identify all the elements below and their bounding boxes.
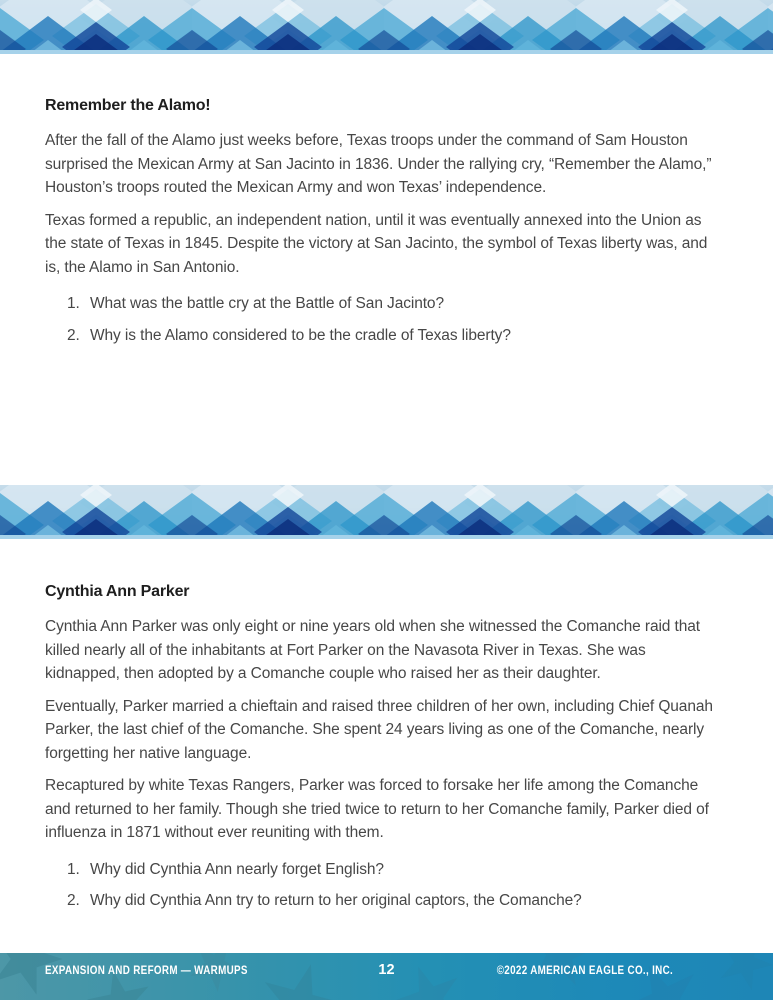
footer-content: [0, 960, 773, 980]
question-number: 2.: [67, 892, 80, 909]
paragraph: After the fall of the Alamo just weeks before, Texas troops under the command of Sam Houston surprised the Mexican Army at San Jacinto in 1836. Under the rallying cry, “Remember the Alamo,” Houston’s troops routed the Mexican Army and won Texas’ independence.: [45, 132, 712, 196]
footer-series-title: EXPANSION AND REFORM — WARMUPS: [45, 963, 248, 977]
question-number: 1.: [67, 295, 80, 312]
footer-copyright: ©2022 AMERICAN EAGLE CO., INC.: [496, 963, 673, 977]
section-heading: Cynthia Ann Parker: [45, 583, 190, 600]
paragraph: Recaptured by white Texas Rangers, Parker was forced to forsake her life among the Comanche and returned to her family. Though she tried twice to return to her Comanche family, Parker died of influenza in 1871 without ever reuniting with them.: [45, 777, 709, 841]
question-text: Why is the Alamo considered to be the cradle of Texas liberty?: [90, 326, 511, 344]
section-heading: Remember the Alamo!: [45, 97, 211, 114]
question-text: What was the battle cry at the Battle of San Jacinto?: [90, 295, 444, 312]
question-item: [45, 292, 715, 316]
paragraph: Eventually, Parker married a chieftain and raised three children of her own, including Chief Quanah Parker, the last chief of the Comanche. She spent 24 years living as one of the Comanche, nearly forgetting her native language.: [45, 697, 713, 762]
question-number: 2.: [67, 326, 80, 344]
question-item: [45, 324, 715, 348]
question-item: [45, 889, 715, 913]
questions-list: [45, 292, 715, 347]
section-cynthia-ann-parker: [45, 582, 715, 921]
question-item: [45, 858, 715, 882]
geometric-border-middle: [0, 485, 773, 540]
diamond-pattern-icon: [0, 485, 773, 540]
paragraph: Cynthia Ann Parker was only eight or nine years old when she witnessed the Comanche raid that killed nearly all of the inhabitants at Fort Parker on the Navasota River in Texas. She was kidnapped, then adopted by a Comanche couple who raised her as their daughter.: [45, 618, 700, 682]
page-number: 12: [378, 962, 395, 978]
question-number: 1.: [67, 860, 80, 878]
diamond-pattern-icon: [0, 0, 773, 55]
question-text: Why did Cynthia Ann nearly forget English?: [90, 860, 384, 878]
paragraph: Texas formed a republic, an independent nation, until it was eventually annexed into the Union as the state of Texas in 1845. Despite the victory at San Jacinto, the symbol of Texas liberty was, and is, the Alamo in San Antonio.: [45, 211, 708, 276]
question-text: Why did Cynthia Ann try to return to her original captors, the Comanche?: [90, 892, 582, 909]
footer: [0, 953, 773, 1000]
section-remember-the-alamo: [45, 96, 715, 355]
geometric-border-top: [0, 0, 773, 55]
questions-list: [45, 858, 715, 913]
